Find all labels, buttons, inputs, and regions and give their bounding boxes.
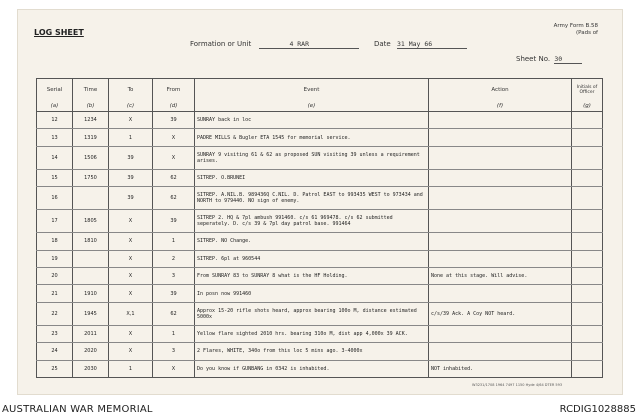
event-cell: SITREP. 6pl at 960544 <box>195 250 429 267</box>
log-entry-row <box>37 210 603 233</box>
serial-cell: 17 <box>37 210 73 233</box>
initials-cell <box>572 302 603 325</box>
column-header-row <box>37 79 603 102</box>
initials-cell <box>572 343 603 360</box>
initials-cell <box>572 267 603 284</box>
time-cell <box>73 267 109 284</box>
time-cell: 2030 <box>73 360 109 377</box>
col-from: From <box>153 79 195 102</box>
time-cell: 1319 <box>73 129 109 146</box>
action-cell <box>429 187 572 210</box>
action-cell: c/s/39 Ack. A Coy NOT heard. <box>429 302 572 325</box>
serial-cell: 25 <box>37 360 73 377</box>
to-cell: 1 <box>109 360 153 377</box>
to-cell: X <box>109 325 153 342</box>
initials-cell <box>572 210 603 233</box>
from-cell: X <box>153 129 195 146</box>
from-cell: 3 <box>153 267 195 284</box>
col-event: Event <box>195 79 429 102</box>
printer-imprint: W3231/1708 1964 7497 1150 Hyde 4/64 DTER 593 <box>472 383 563 387</box>
action-cell <box>429 210 572 233</box>
event-cell: PADRE MILLS & Bugler ETA 1545 for memorial service. <box>195 129 429 146</box>
action-cell <box>429 146 572 169</box>
formation-value: 4 RAR <box>259 40 359 49</box>
event-cell: SITREP. NO Change. <box>195 233 429 250</box>
log-entry-row <box>37 267 603 284</box>
serial-cell: 24 <box>37 343 73 360</box>
to-cell: X <box>109 210 153 233</box>
from-cell: 2 <box>153 250 195 267</box>
serial-cell: 18 <box>37 233 73 250</box>
action-cell <box>429 325 572 342</box>
date-field <box>374 40 467 49</box>
col-letter: (a) <box>37 101 73 112</box>
serial-cell: 16 <box>37 187 73 210</box>
from-cell: 62 <box>153 187 195 210</box>
date-value: 31 May 66 <box>397 40 467 49</box>
initials-cell <box>572 325 603 342</box>
time-cell: 1506 <box>73 146 109 169</box>
log-entry-row <box>37 233 603 250</box>
serial-cell: 13 <box>37 129 73 146</box>
serial-cell: 15 <box>37 169 73 186</box>
from-cell: 39 <box>153 112 195 129</box>
initials-cell <box>572 146 603 169</box>
from-cell: 39 <box>153 285 195 302</box>
event-cell: From SUNRAY 83 to SUNRAY 8 what is the HF Holding. <box>195 267 429 284</box>
initials-cell <box>572 250 603 267</box>
event-cell: SITREP. O.BRUNEI <box>195 169 429 186</box>
log-entry-row <box>37 187 603 210</box>
time-cell: 2011 <box>73 325 109 342</box>
col-serial: Serial <box>37 79 73 102</box>
time-cell: 1910 <box>73 285 109 302</box>
to-cell: X <box>109 267 153 284</box>
to-cell: 39 <box>109 169 153 186</box>
from-cell: 62 <box>153 169 195 186</box>
formation-field <box>190 40 359 49</box>
to-cell: X <box>109 233 153 250</box>
footer <box>0 400 640 420</box>
log-table <box>36 78 603 378</box>
col-letter: (b) <box>73 101 109 112</box>
to-cell: X <box>109 112 153 129</box>
col-letter: (e) <box>195 101 429 112</box>
event-cell: SITREP. A.NIL.B. 989436Q C.NIL. D. Patrol EAST to 993435 WEST to 973434 and NORTH to 979440. NO sign of enemy. <box>195 187 429 210</box>
time-cell: 1805 <box>73 210 109 233</box>
initials-cell <box>572 187 603 210</box>
time-cell: 1234 <box>73 112 109 129</box>
col-letter: (g) <box>572 101 603 112</box>
time-cell: 1810 <box>73 233 109 250</box>
time-cell: 2020 <box>73 343 109 360</box>
initials-cell <box>572 169 603 186</box>
action-cell <box>429 343 572 360</box>
record-id: RCDIG1028885 <box>559 404 636 415</box>
col-action: Action <box>429 79 572 102</box>
serial-cell: 21 <box>37 285 73 302</box>
to-cell: 39 <box>109 187 153 210</box>
log-entry-row <box>37 285 603 302</box>
serial-cell: 12 <box>37 112 73 129</box>
from-cell: X <box>153 360 195 377</box>
col-letter: (d) <box>153 101 195 112</box>
from-cell: X <box>153 146 195 169</box>
action-cell <box>429 112 572 129</box>
log-sheet-page <box>18 10 622 394</box>
initials-cell <box>572 129 603 146</box>
time-cell: 1945 <box>73 302 109 325</box>
serial-cell: 23 <box>37 325 73 342</box>
action-cell <box>429 250 572 267</box>
to-cell: X <box>109 285 153 302</box>
action-cell <box>429 285 572 302</box>
log-entry-row <box>37 169 603 186</box>
log-entry-row <box>37 146 603 169</box>
serial-cell: 14 <box>37 146 73 169</box>
event-cell: SITREP 2. HQ & 7pl ambush 991460. c/s 61 969478. c/s 62 submitted seperately. D. c/s 39 & 7pl day patrol base. 991464 <box>195 210 429 233</box>
sheet-number-label: Sheet No. <box>516 55 551 63</box>
action-cell <box>429 233 572 250</box>
from-cell: 62 <box>153 302 195 325</box>
pads-of-label: (Pads of <box>576 30 598 36</box>
formation-label: Formation or Unit <box>190 40 252 48</box>
from-cell: 1 <box>153 233 195 250</box>
from-cell: 1 <box>153 325 195 342</box>
initials-cell <box>572 233 603 250</box>
initials-cell <box>572 285 603 302</box>
initials-cell <box>572 360 603 377</box>
log-entry-row <box>37 343 603 360</box>
event-cell: Approx 15-20 rifle shots heard, approx bearing 100o M, distance estimated 5000x <box>195 302 429 325</box>
event-cell: SUNRAY 9 visiting 61 & 62 as proposed SUN visiting 39 unless a requirement arises. <box>195 146 429 169</box>
log-entry-row <box>37 302 603 325</box>
column-letter-row <box>37 101 603 112</box>
serial-cell: 22 <box>37 302 73 325</box>
col-letter: (f) <box>429 101 572 112</box>
event-cell: 2 Flares, WHITE, 340o from this loc 5 mins ago. 3-4000x <box>195 343 429 360</box>
from-cell: 39 <box>153 210 195 233</box>
serial-cell: 20 <box>37 267 73 284</box>
to-cell: 39 <box>109 146 153 169</box>
col-initials: Initials of Officer <box>572 79 603 102</box>
log-sheet-title: LOG SHEET <box>34 28 84 37</box>
log-entry-row <box>37 250 603 267</box>
army-form-label <box>554 23 598 37</box>
log-entry-row <box>37 129 603 146</box>
to-cell: X <box>109 250 153 267</box>
log-entry-row <box>37 325 603 342</box>
action-cell <box>429 169 572 186</box>
sheet-number-field <box>516 55 582 64</box>
sheet-number-value: 30 <box>554 55 582 64</box>
col-time: Time <box>73 79 109 102</box>
archive-name: AUSTRALIAN WAR MEMORIAL <box>2 404 153 415</box>
event-cell: SUNRAY back in loc <box>195 112 429 129</box>
to-cell: X,1 <box>109 302 153 325</box>
event-cell: Do you know if GUNBANG in 0342 is inhabited. <box>195 360 429 377</box>
action-cell <box>429 129 572 146</box>
col-letter: (c) <box>109 101 153 112</box>
to-cell: 1 <box>109 129 153 146</box>
action-cell: NOT inhabited. <box>429 360 572 377</box>
army-form-number: Army Form B.58 <box>553 23 598 29</box>
log-entry-row <box>37 360 603 377</box>
log-table-body <box>37 112 603 378</box>
date-label: Date <box>374 40 391 48</box>
col-to: To <box>109 79 153 102</box>
event-cell: Yellow flare sighted 2010 hrs. bearing 310o M, dist app 4,000x 39 ACK. <box>195 325 429 342</box>
time-cell <box>73 187 109 210</box>
event-cell: In posn now 991460 <box>195 285 429 302</box>
to-cell: X <box>109 343 153 360</box>
time-cell <box>73 250 109 267</box>
time-cell: 1750 <box>73 169 109 186</box>
serial-cell: 19 <box>37 250 73 267</box>
from-cell: 3 <box>153 343 195 360</box>
log-entry-row <box>37 112 603 129</box>
action-cell: None at this stage. Will advise. <box>429 267 572 284</box>
initials-cell <box>572 112 603 129</box>
